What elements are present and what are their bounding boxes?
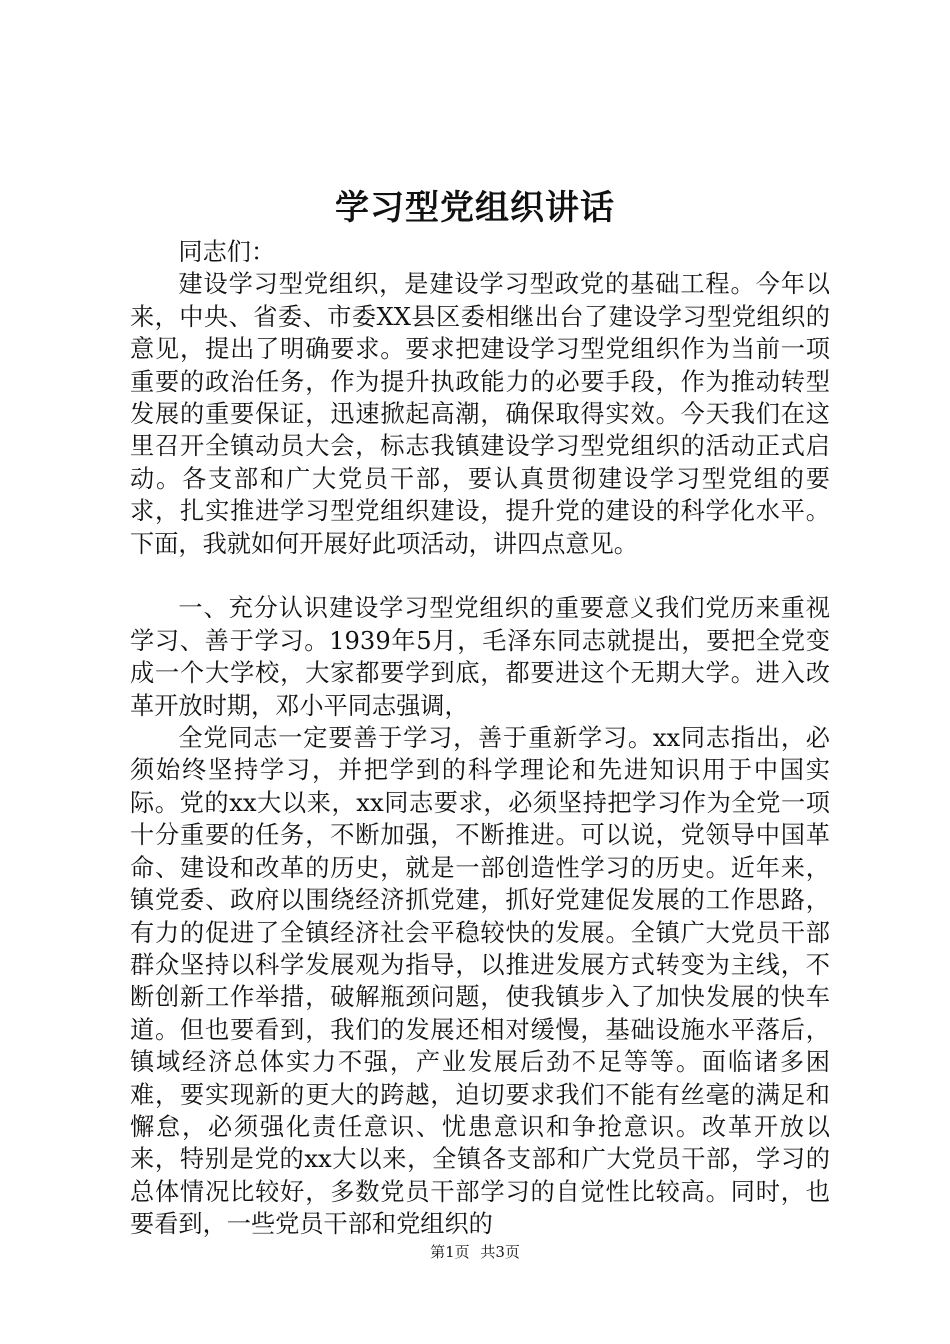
greeting: 同志们： — [178, 238, 276, 266]
paragraph: 全党同志一定要善于学习，善于重新学习。xx同志指出，必须始终坚持学习，并把学到的科学理论和先进知识用于中国实际。党的xx大以来，xx同志要求，必须坚持把学习作为全党一项十分重要的任务，不断加强，不断推进。可以说，党领导中国革命、建设和改革的历史，就是一部创造性学习的历史。近年来，镇党委、政府以围绕经济抓党建，抓好党建促发展的工作思路，有力的促进了全镇经济社会平稳较快的发展。全镇广大党员干部群众坚持以科学发展观为指导，以推进发展方式转变为主线，不断创新工作举措，破解瓶颈问题，使我镇步入了加快发展的快车道。但也要看到，我们的发展还相对缓慢，基础设施水平落后，镇域经济总体实力不强，产业发展后劲不足等等。面临诸多困难，要实现新的更大的跨越，迫切要求我们不能有丝毫的满足和懈怠，必须强化责任意识、忧患意识和争抢意识。改革开放以来，特别是党的xx大以来，全镇各支部和广大党员干部，学习的总体情况比较好，多数党员干部学习的自觉性比较高。同时，也要看到，一些党员干部和党组织的 — [130, 724, 830, 1239]
paragraph: 一、充分认识建设学习型党组织的重要意义我们党历来重视学习、善于学习。1939年5月，毛泽东同志就提出，要把全党变成一个大学校，大家都要学到底，都要进这个无期大学。进入改革开放时期，邓小平同志强调， — [130, 594, 830, 720]
paragraph-gap — [130, 560, 830, 592]
paragraph: 建设学习型党组织，是建设学习型政党的基础工程。今年以来，中央、省委、市委XX县区委相继出台了建设学习型党组织的意见，提出了明确要求。要求把建设学习型党组织作为当前一项重要的政治任务，作为提升执政能力的必要手段，作为推动转型发展的重要保证，迅速掀起高潮，确保取得实效。今天我们在这里召开全镇动员大会，标志我镇建设学习型党组织的活动正式启动。各支部和广大党员干部，要认真贯彻建设学习型党组的要求，扎实推进学习型党组织建设，提升党的建设的科学化水平。下面，我就如何开展好此项活动，讲四点意见。 — [130, 270, 830, 558]
document-body — [130, 236, 830, 1241]
page-footer — [0, 1242, 950, 1262]
document-title: 学习型党组织讲话 — [335, 188, 615, 228]
page-number: 第1页 — [430, 1243, 470, 1261]
page-total: 共3页 — [480, 1243, 520, 1261]
